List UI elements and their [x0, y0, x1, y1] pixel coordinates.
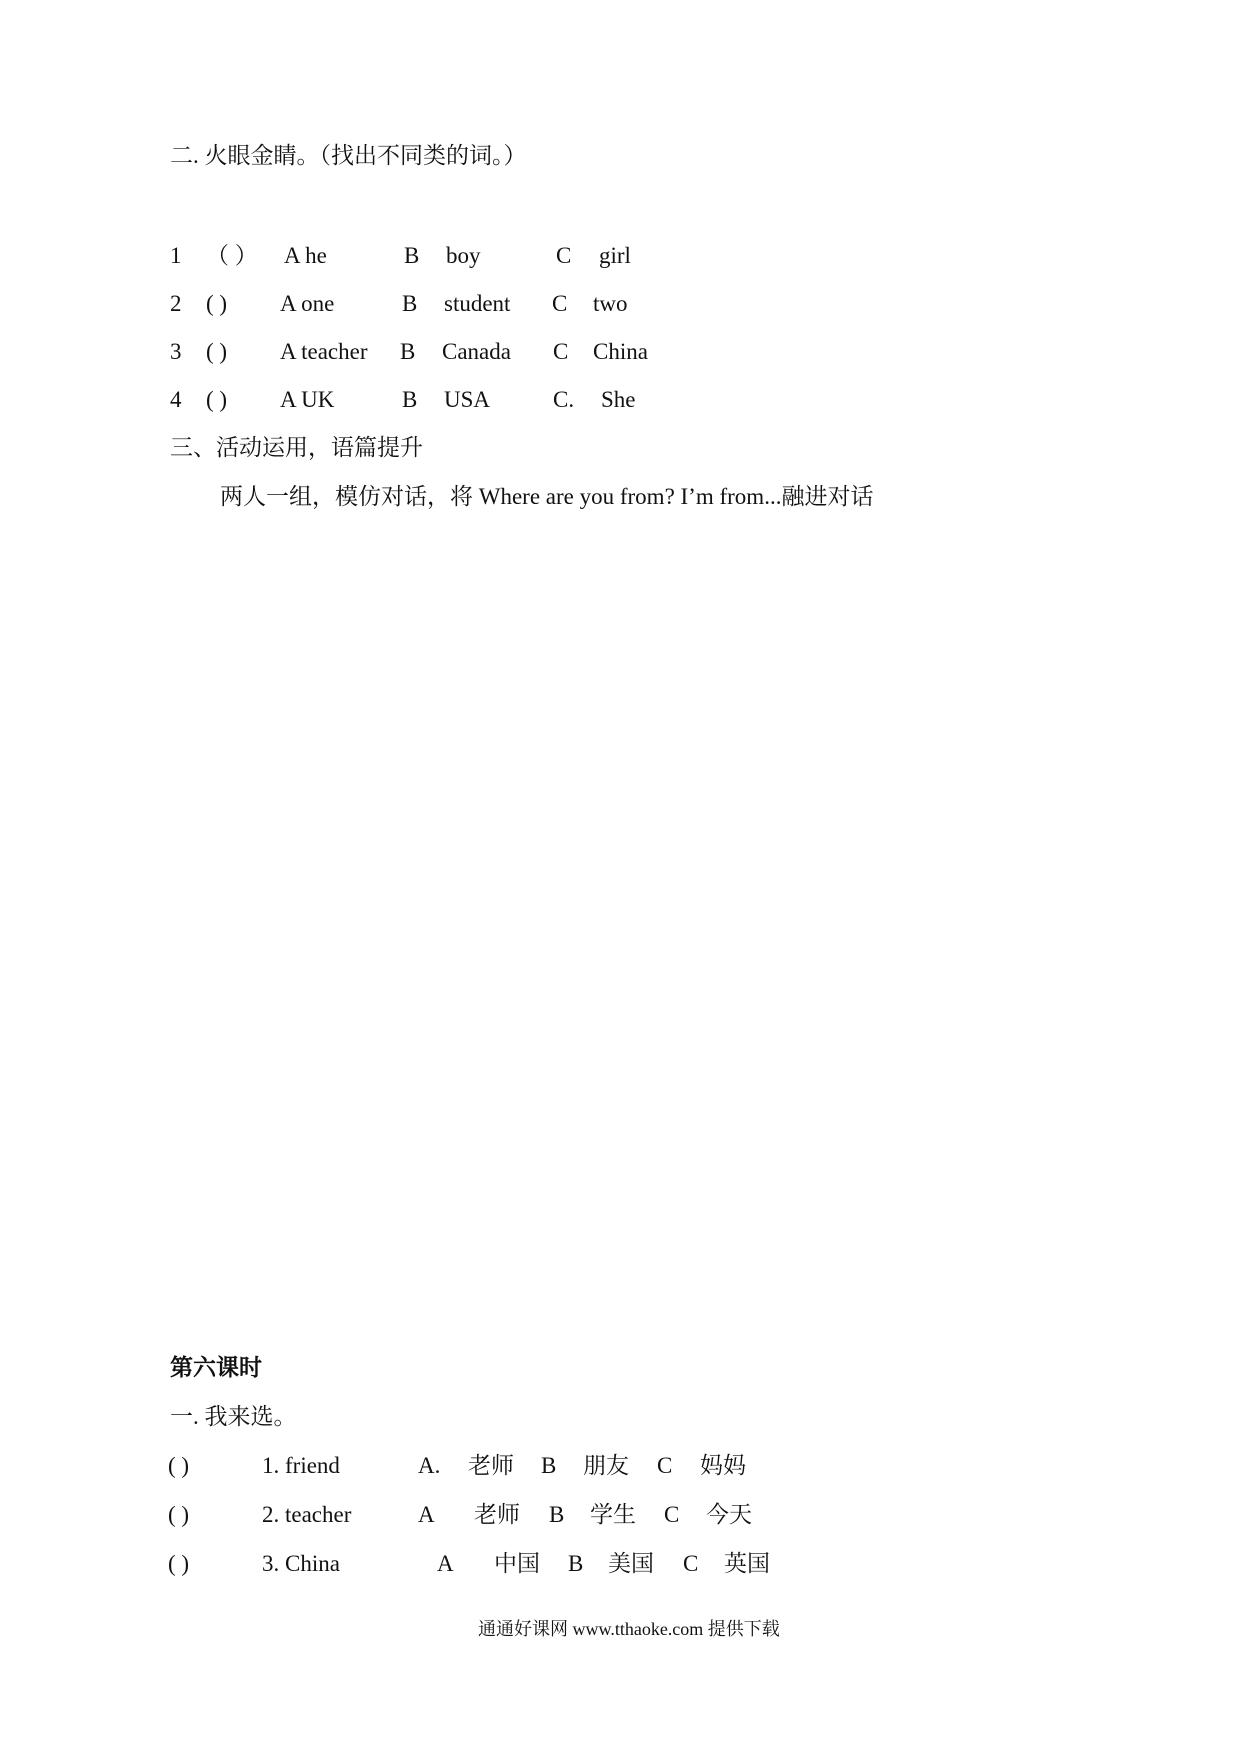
option-c-text: China [593, 339, 648, 364]
option-c-label: C [552, 291, 568, 316]
question-word: 1. friend [262, 1453, 340, 1478]
section-3-instruction: 两人一组，模仿对话，将 Where are you from? I’m from...融进对话 [220, 484, 874, 509]
option-a-text: 老师 [468, 1453, 514, 1478]
answer-blank[interactable]: （ ） [206, 243, 258, 268]
answer-blank[interactable]: ( ) [168, 1502, 190, 1527]
option-b-label: B [402, 387, 418, 412]
option-b-text: USA [444, 387, 491, 412]
option-b-label: B [402, 291, 418, 316]
option-b-text: boy [446, 243, 481, 268]
option-b-label: B [549, 1502, 565, 1527]
answer-blank[interactable]: ( ) [206, 387, 228, 412]
footer-text: 通通好课网 www.tthaoke.com 提供下载 [478, 1619, 780, 1639]
option-c-label: C [657, 1453, 673, 1478]
option-a: A UK [280, 387, 335, 412]
option-a-label: A. [418, 1453, 441, 1478]
option-c-label: C [664, 1502, 680, 1527]
option-c-text: 英国 [724, 1551, 770, 1576]
section-2-heading: 二. 火眼金睛。（找出不同类的词。） [170, 143, 527, 168]
option-a: A he [284, 243, 327, 268]
option-b-text: student [444, 291, 511, 316]
item-number: 2 [170, 291, 182, 316]
lesson-6-section-1-heading: 一. 我来选。 [170, 1404, 297, 1429]
answer-blank[interactable]: ( ) [168, 1551, 190, 1576]
item-number: 1 [170, 243, 182, 268]
option-b-label: B [568, 1551, 584, 1576]
item-number: 4 [170, 387, 182, 412]
option-a-text: 中国 [494, 1551, 540, 1576]
option-a-label: A [418, 1502, 435, 1527]
lesson-6-title: 第六课时 [170, 1355, 262, 1380]
option-a-text: 老师 [474, 1502, 520, 1527]
option-b-label: B [541, 1453, 557, 1478]
option-c-text: 今天 [706, 1502, 752, 1527]
option-b-text: 学生 [590, 1502, 636, 1527]
item-number: 3 [170, 339, 182, 364]
option-c-text: 妈妈 [700, 1453, 746, 1478]
option-c-text: girl [599, 243, 631, 268]
question-word: 3. China [262, 1551, 340, 1576]
option-c-label: C [683, 1551, 699, 1576]
answer-blank[interactable]: ( ) [206, 339, 228, 364]
option-c-label: C [553, 339, 569, 364]
answer-blank[interactable]: ( ) [206, 291, 228, 316]
option-b-label: B [400, 339, 416, 364]
option-c-text: She [601, 387, 636, 412]
option-a-label: A [437, 1551, 454, 1576]
option-b-text: 美国 [608, 1551, 654, 1576]
option-c-label: C. [553, 387, 575, 412]
option-c-text: two [593, 291, 628, 316]
option-b-text: 朋友 [583, 1453, 629, 1478]
option-a: A one [280, 291, 335, 316]
option-a: A teacher [280, 339, 368, 364]
option-b-text: Canada [442, 339, 511, 364]
question-word: 2. teacher [262, 1502, 352, 1527]
option-c-label: C [556, 243, 572, 268]
section-3-heading: 三、活动运用，语篇提升 [170, 435, 423, 460]
option-b-label: B [404, 243, 420, 268]
answer-blank[interactable]: ( ) [168, 1453, 190, 1478]
